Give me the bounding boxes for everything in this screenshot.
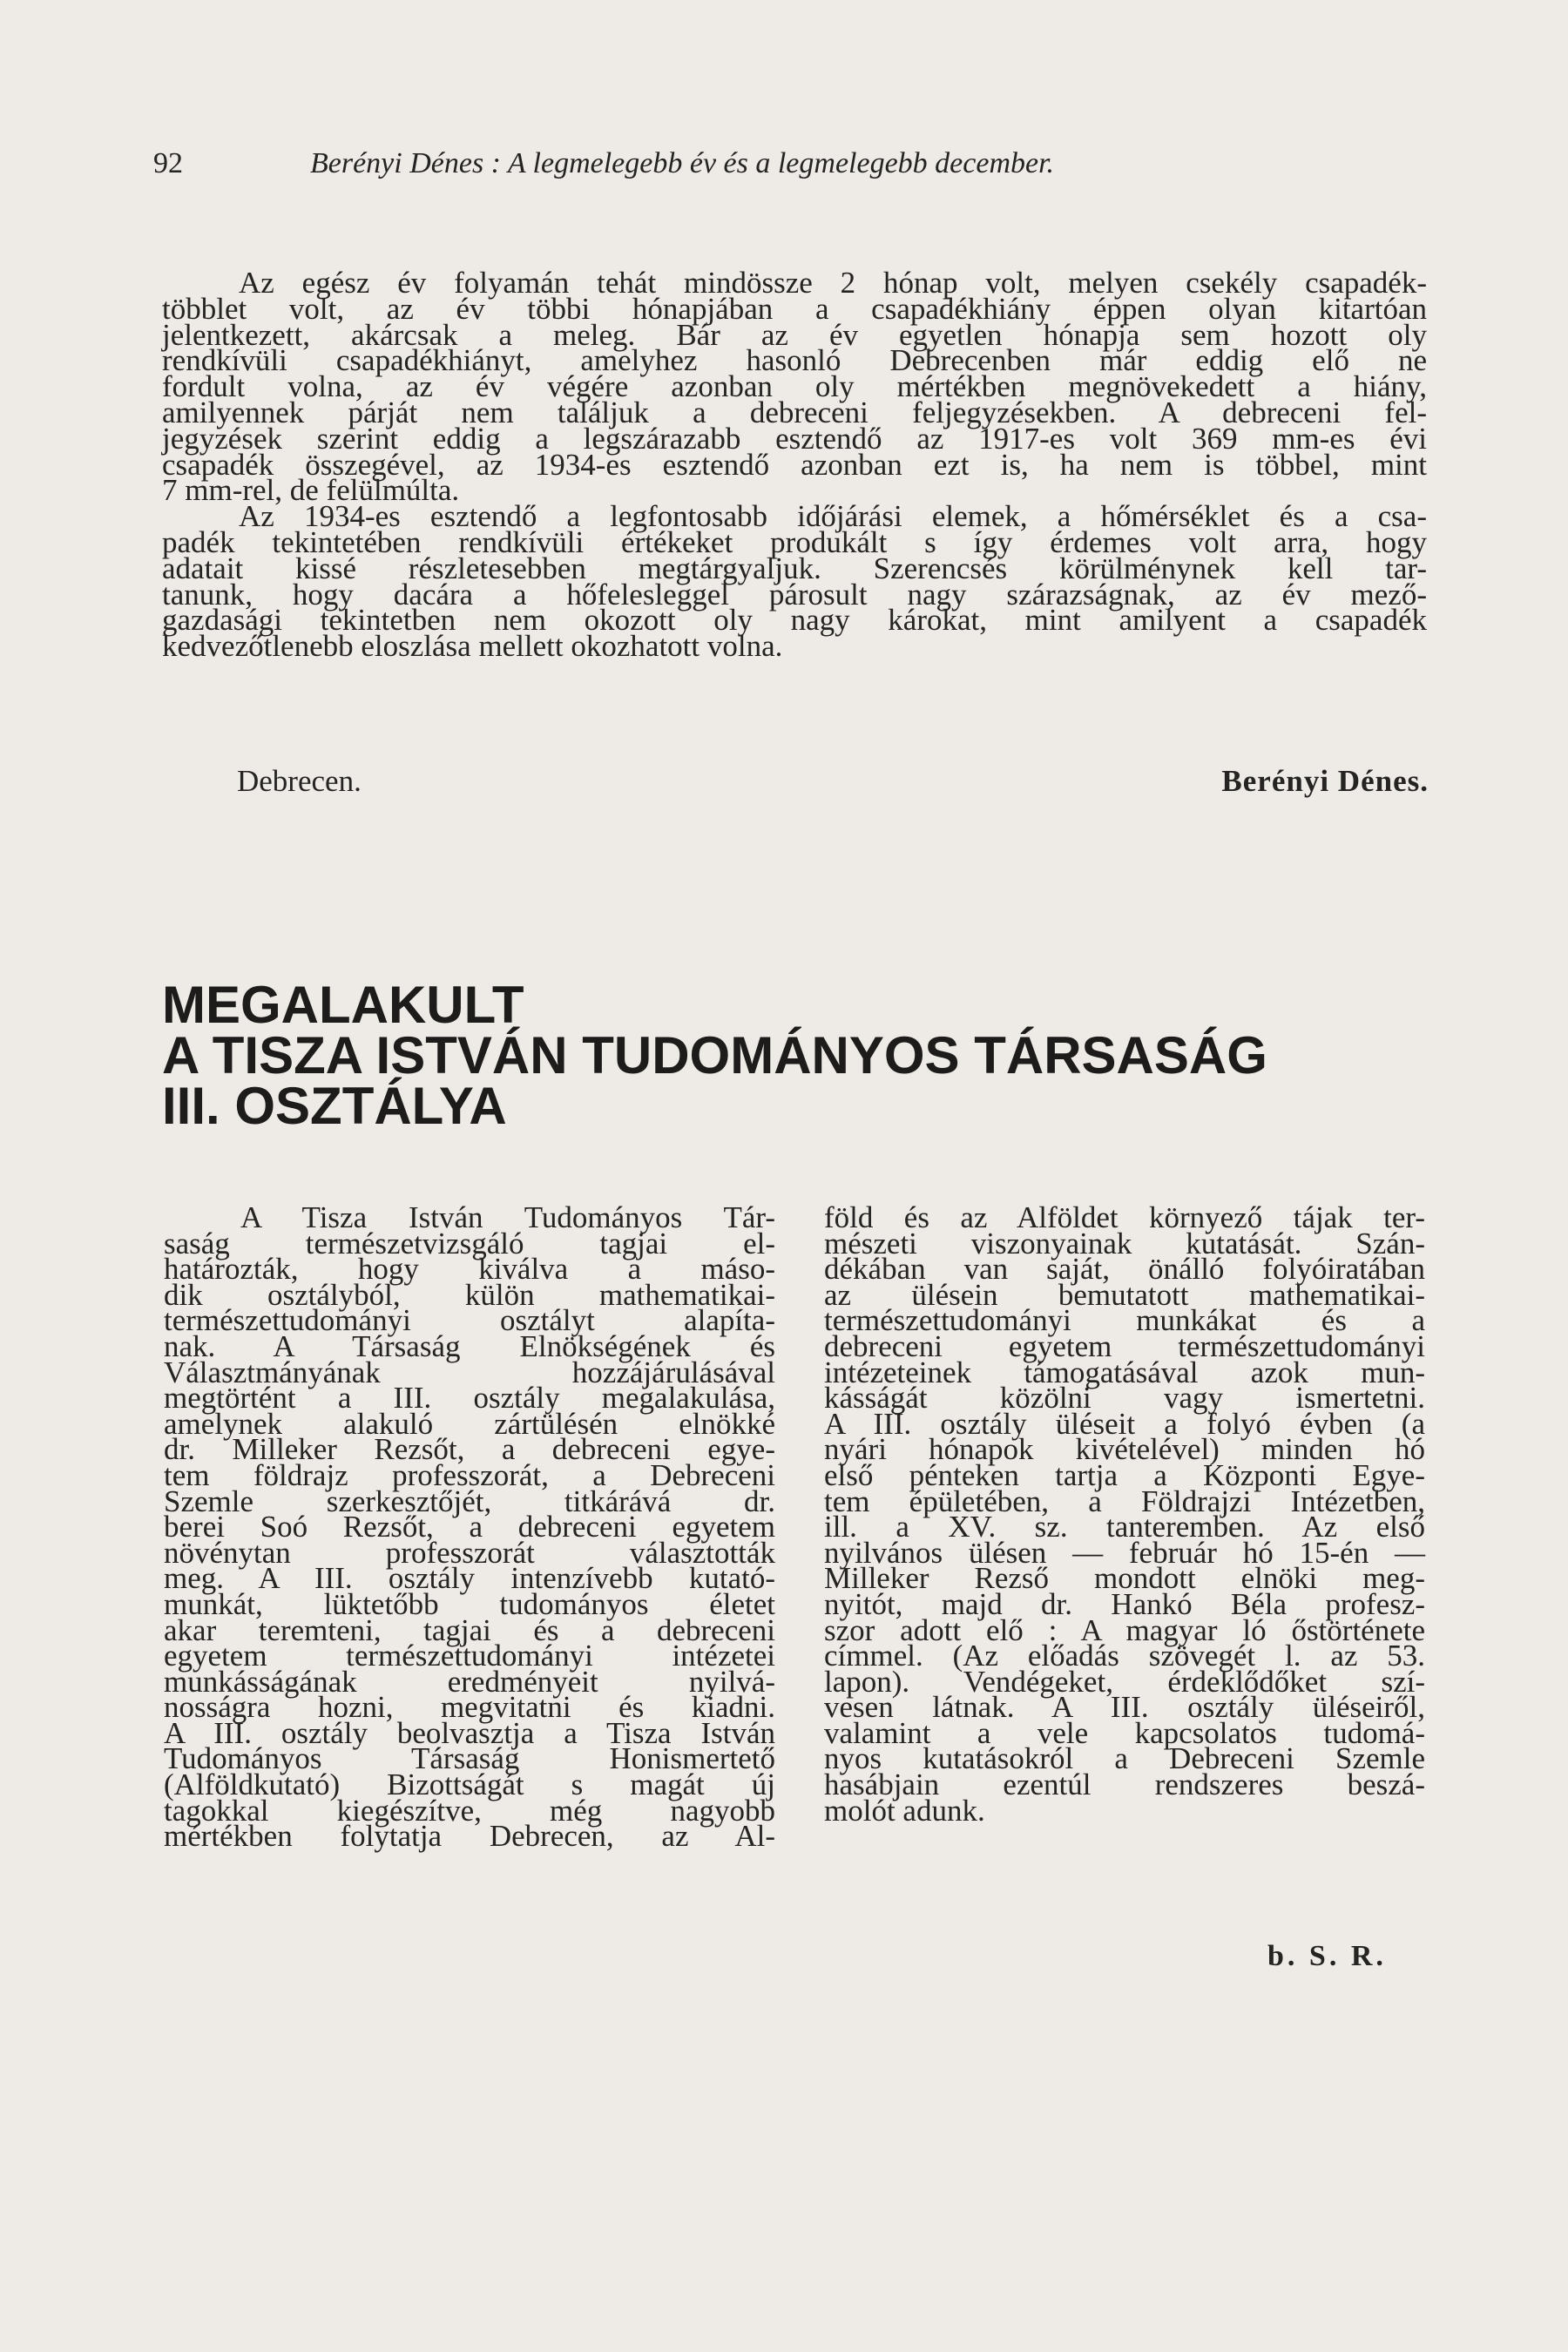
column-line: nosságra hozni, megvitatni és kiadni.	[164, 1690, 775, 1725]
column-line: címmel. (Az előadás szövegét l. az 53.	[824, 1639, 1425, 1673]
text-line: gazdasági tekintetben nem okozott oly nagy károkat, mint amilyent a csapadék	[162, 603, 1427, 638]
column-line: Milleker Rezső mondott elnöki meg-	[824, 1561, 1425, 1596]
column-line: megtörtént a III. osztály megalakulása,	[164, 1381, 775, 1416]
page-number: 92	[153, 147, 183, 179]
column-line: (Alföldkutató) Bizottságát s magát új	[164, 1767, 775, 1802]
column-line: tagokkal kiegészítve, még nagyobb	[164, 1793, 775, 1828]
column-line: növénytan professzorát választották	[164, 1535, 775, 1570]
place-of-writing: Debrecen.	[237, 764, 362, 798]
text-line: amilyennek párját nem találjuk a debreceni feljegyzésekben. A debreceni fel-	[162, 395, 1427, 429]
text-line: padék tekintetében rendkívüli értékeket produkált s így érdemes volt arra, hogy	[162, 524, 1427, 559]
title-line: A TISZA ISTVÁN TUDOMÁNYOS TÁRSASÁG	[162, 1026, 1267, 1085]
column-line: Választmányának hozzájárulásával	[164, 1355, 775, 1389]
text-line: 7 mm-rel, de felülmúlta.	[162, 473, 460, 508]
column-line: föld és az Alföldet környező tájak ter-	[824, 1200, 1425, 1234]
column-line: ill. a XV. sz. tanteremben. Az első	[824, 1510, 1425, 1544]
column-line: molót adunk.	[824, 1793, 985, 1828]
column-line: akar teremteni, tagjai és a debreceni	[164, 1612, 775, 1647]
column-line: természettudományi munkákat és a	[824, 1303, 1425, 1338]
column-line: dékában van saját, önálló folyóiratában	[824, 1252, 1425, 1287]
text-line: tanunk, hogy dacára a hőfelesleggel párosult nagy szárazságnak, az év mező-	[162, 577, 1427, 612]
text-line: rendkívüli csapadékhiányt, amelyhez hasonló Debrecenben már eddig elő ne	[162, 343, 1427, 378]
text-line: többlet volt, az év többi hónapjában a csapadékhiány éppen olyan kitartóan	[162, 291, 1427, 326]
text-line: Az egész év folyamán tehát mindössze 2 hónap volt, melyen csekély csapadék-	[239, 266, 1427, 300]
text-line: fordult volna, az év végére azonban oly mértékben megnövekedett a hiány,	[162, 369, 1427, 404]
left-column	[164, 1200, 775, 1854]
column-line: nyitót, majd dr. Hankó Béla profesz-	[824, 1586, 1425, 1621]
text-line: csapadék összegével, az 1934-es esztendő azonban ezt is, ha nem is többel, mint	[162, 447, 1427, 482]
column-line: munkát, lüktetőbb tudományos életet	[164, 1586, 775, 1621]
text-line: adatait kissé részletesebben megtárgyaljuk. Szerencsés körülménynek kell tar-	[162, 551, 1427, 585]
column-line: első pénteken tartja a Központi Egye-	[824, 1457, 1425, 1492]
column-line: berei Soó Rezsőt, a debreceni egyetem	[164, 1510, 775, 1544]
column-line: természettudományi osztályt alapíta-	[164, 1303, 775, 1338]
text-line: Az 1934-es esztendő a legfontosabb időjárási elemek, a hőmérséklet és a csa-	[239, 499, 1427, 534]
column-line: határozták, hogy kiválva a máso-	[164, 1252, 775, 1287]
column-line: lapon). Vendégeket, érdeklődőket szí-	[824, 1664, 1425, 1699]
column-line: Szemle szerkesztőjét, titkárává dr.	[164, 1484, 775, 1518]
running-header	[153, 146, 1286, 181]
column-line: vesen látnak. A III. osztály üléseiről,	[824, 1690, 1425, 1725]
column-line: nyilvános ülésen — február hó 15-én —	[824, 1535, 1425, 1570]
column-line: A III. osztály üléseit a folyó évben (a	[824, 1406, 1425, 1441]
paragraph	[162, 266, 1427, 508]
column-line: nyos kutatásokról a Debreceni Szemle	[824, 1741, 1425, 1776]
column-line: tem földrajz professzorát, a Debreceni	[164, 1457, 775, 1492]
column-line: dik osztályból, külön mathematikai-	[164, 1277, 775, 1312]
column-line: munkásságának eredményeit nyilvá-	[164, 1664, 775, 1699]
column-line: az ülésein bemutatott mathematikai-	[824, 1277, 1425, 1312]
column-line: tem épületében, a Földrajzi Intézetben,	[824, 1484, 1425, 1518]
text-line: kedvezőtlenebb eloszlása mellett okozhatott volna.	[162, 629, 783, 664]
column-line: nak. A Társaság Elnökségének és	[164, 1328, 775, 1363]
running-title: Berényi Dénes : A legmelegebb év és a legmelegebb december.	[310, 147, 1055, 179]
column-line: hasábjain ezentúl rendszeres beszá-	[824, 1767, 1425, 1802]
column-line: mértékben folytatja Debrecen, az Al-	[164, 1819, 775, 1854]
column-line: A Tisza István Tudományos Tár-	[240, 1200, 775, 1234]
column-line: Tudományos Társaság Honismertető	[164, 1741, 775, 1776]
column-line: mészeti viszonyainak kutatását. Szán-	[824, 1226, 1425, 1260]
column-line: kásságát közölni vagy ismertetni.	[824, 1381, 1425, 1416]
right-column	[824, 1200, 1425, 1828]
column-line: amelynek alakuló zártülésén elnökké	[164, 1406, 775, 1441]
column-line: valamint a vele kapcsolatos tudomá-	[824, 1715, 1425, 1750]
title-line: III. OSZTÁLYA	[162, 1077, 507, 1135]
author-initials: b. S. R.	[1267, 1940, 1387, 1972]
article-title	[162, 976, 1425, 1135]
column-line: szor adott elő : A magyar ló őstörténete	[824, 1612, 1425, 1647]
text-line: jelentkezett, akárcsak a meleg. Bár az év egyetlen hónapja sem hozott oly	[162, 317, 1427, 352]
column-line: A III. osztály beolvasztja a Tisza István	[164, 1715, 775, 1750]
paragraph	[162, 499, 1427, 664]
column-line: nyári hónapok kivételével) minden hó	[824, 1432, 1425, 1467]
column-line: dr. Milleker Rezsőt, a debreceni egye-	[164, 1432, 775, 1467]
author-signature: Berényi Dénes.	[1221, 764, 1429, 798]
column-line: debreceni egyetem természettudományi	[824, 1328, 1425, 1363]
column-line: egyetem természettudományi intézetei	[164, 1639, 775, 1673]
column-line: meg. A III. osztály intenzívebb kutató-	[164, 1561, 775, 1596]
title-line: MEGALAKULT	[162, 976, 524, 1034]
article-body	[162, 266, 1427, 664]
column-line: saság természetvizsgáló tagjai el-	[164, 1226, 775, 1260]
column-line: intézeteinek támogatásával azok mun-	[824, 1355, 1425, 1389]
text-line: jegyzések szerint eddig a legszárazabb esztendő az 1917-es volt 369 mm-es évi	[162, 421, 1427, 456]
